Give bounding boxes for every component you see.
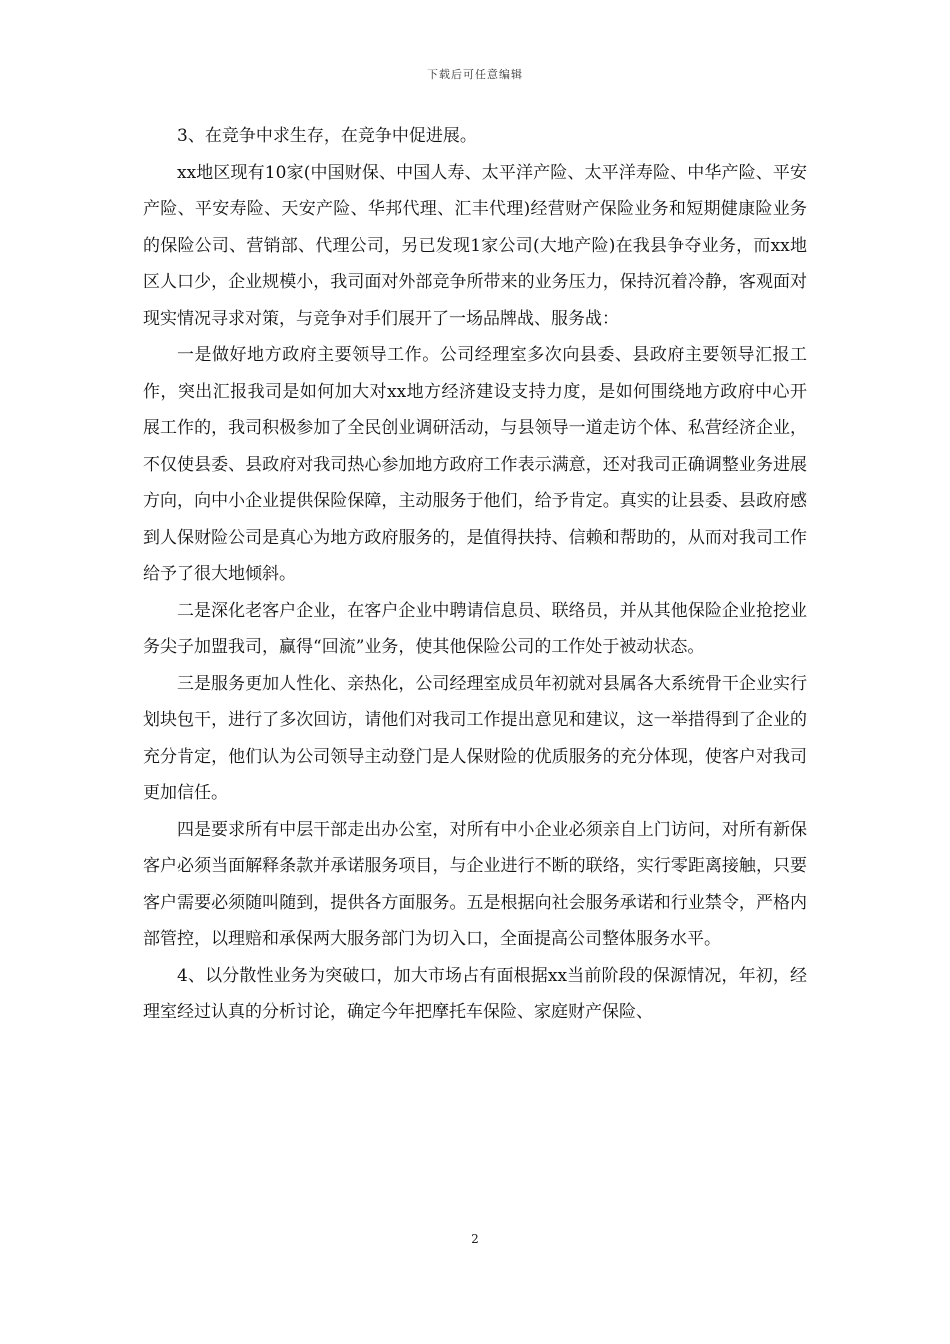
paragraph-personalized-service: 三是服务更加人性化、亲热化，公司经理室成员年初就对县属各大系统骨干企业实行划块包干，进行了多次回访，请他们对我司工作提出意见和建议，这一举措得到了企业的充分肯定，他们认为公司领导主动登门是人保财险的优质服务的充分体现，使客户对我司更加信任。 xyxy=(143,673,807,803)
page-number: 2 xyxy=(471,1232,479,1246)
paragraph-section-3-title: 3、在竞争中求生存，在竞争中促进展。 xyxy=(177,126,477,146)
paragraph-government-work: 一是做好地方政府主要领导工作。公司经理室多次向县委、县政府主要领导汇报工作，突出汇报我司是如何加大对xx地方经济建设支持力度，是如何围绕地方政府中心开展工作的，我司积极参加了全民创业调研活动，与县领导一道走访个体、私营经济企业，不仅使县委、县政府对我司热心参加地方政府工作表示满意，还对我司正确调整业务进展方向，向中小企业提供保险保障，主动服务于他们，给予肯定。真实的让县委、县政府感到人保财险公司是真心为地方政府服务的，是值得扶持、信赖和帮助的，从而对我司工作给予了很大地倾斜。 xyxy=(143,345,807,584)
paragraph-section-4: 4、以分散性业务为突破口，加大市场占有面根据xx当前阶段的保源情况，年初，经理室经过认真的分析讨论，确定今年把摩托车保险、家庭财产保险、 xyxy=(143,965,807,1022)
page-header: 下载后可任意编辑 xyxy=(427,68,523,81)
paragraph-old-clients: 二是深化老客户企业，在客户企业中聘请信息员、联络员，并从其他保险企业抢挖业务尖子加盟我司，赢得“回流”业务，使其他保险公司的工作处于被动状态。 xyxy=(143,600,807,657)
document-body xyxy=(143,118,807,1031)
paragraph-middle-managers: 四是要求所有中层干部走出办公室，对所有中小企业必须亲自上门访问，对所有新保客户必须当面解释条款并承诺服务项目，与企业进行不断的联络，实行零距离接触，只要客户需要必须随叫随到，提供各方面服务。五是根据向社会服务承诺和行业禁令，严格内部管控，以理赔和承保两大服务部门为切入口，全面提高公司整体服务水平。 xyxy=(143,819,807,949)
paragraph-competition-overview: xx地区现有10家(中国财保、中国人寿、太平洋产险、太平洋寿险、中华产险、平安产险、平安寿险、天安产险、华邦代理、汇丰代理)经营财产保险业务和短期健康险业务的保险公司、营销部、代理公司，另已发现1家公司(大地产险)在我县争夺业务，而xx地区人口少，企业规模小，我司面对外部竞争所带来的业务压力，保持沉着冷静，客观面对现实情况寻求对策，与竞争对手们展开了一场品牌战、服务战： xyxy=(143,162,807,329)
